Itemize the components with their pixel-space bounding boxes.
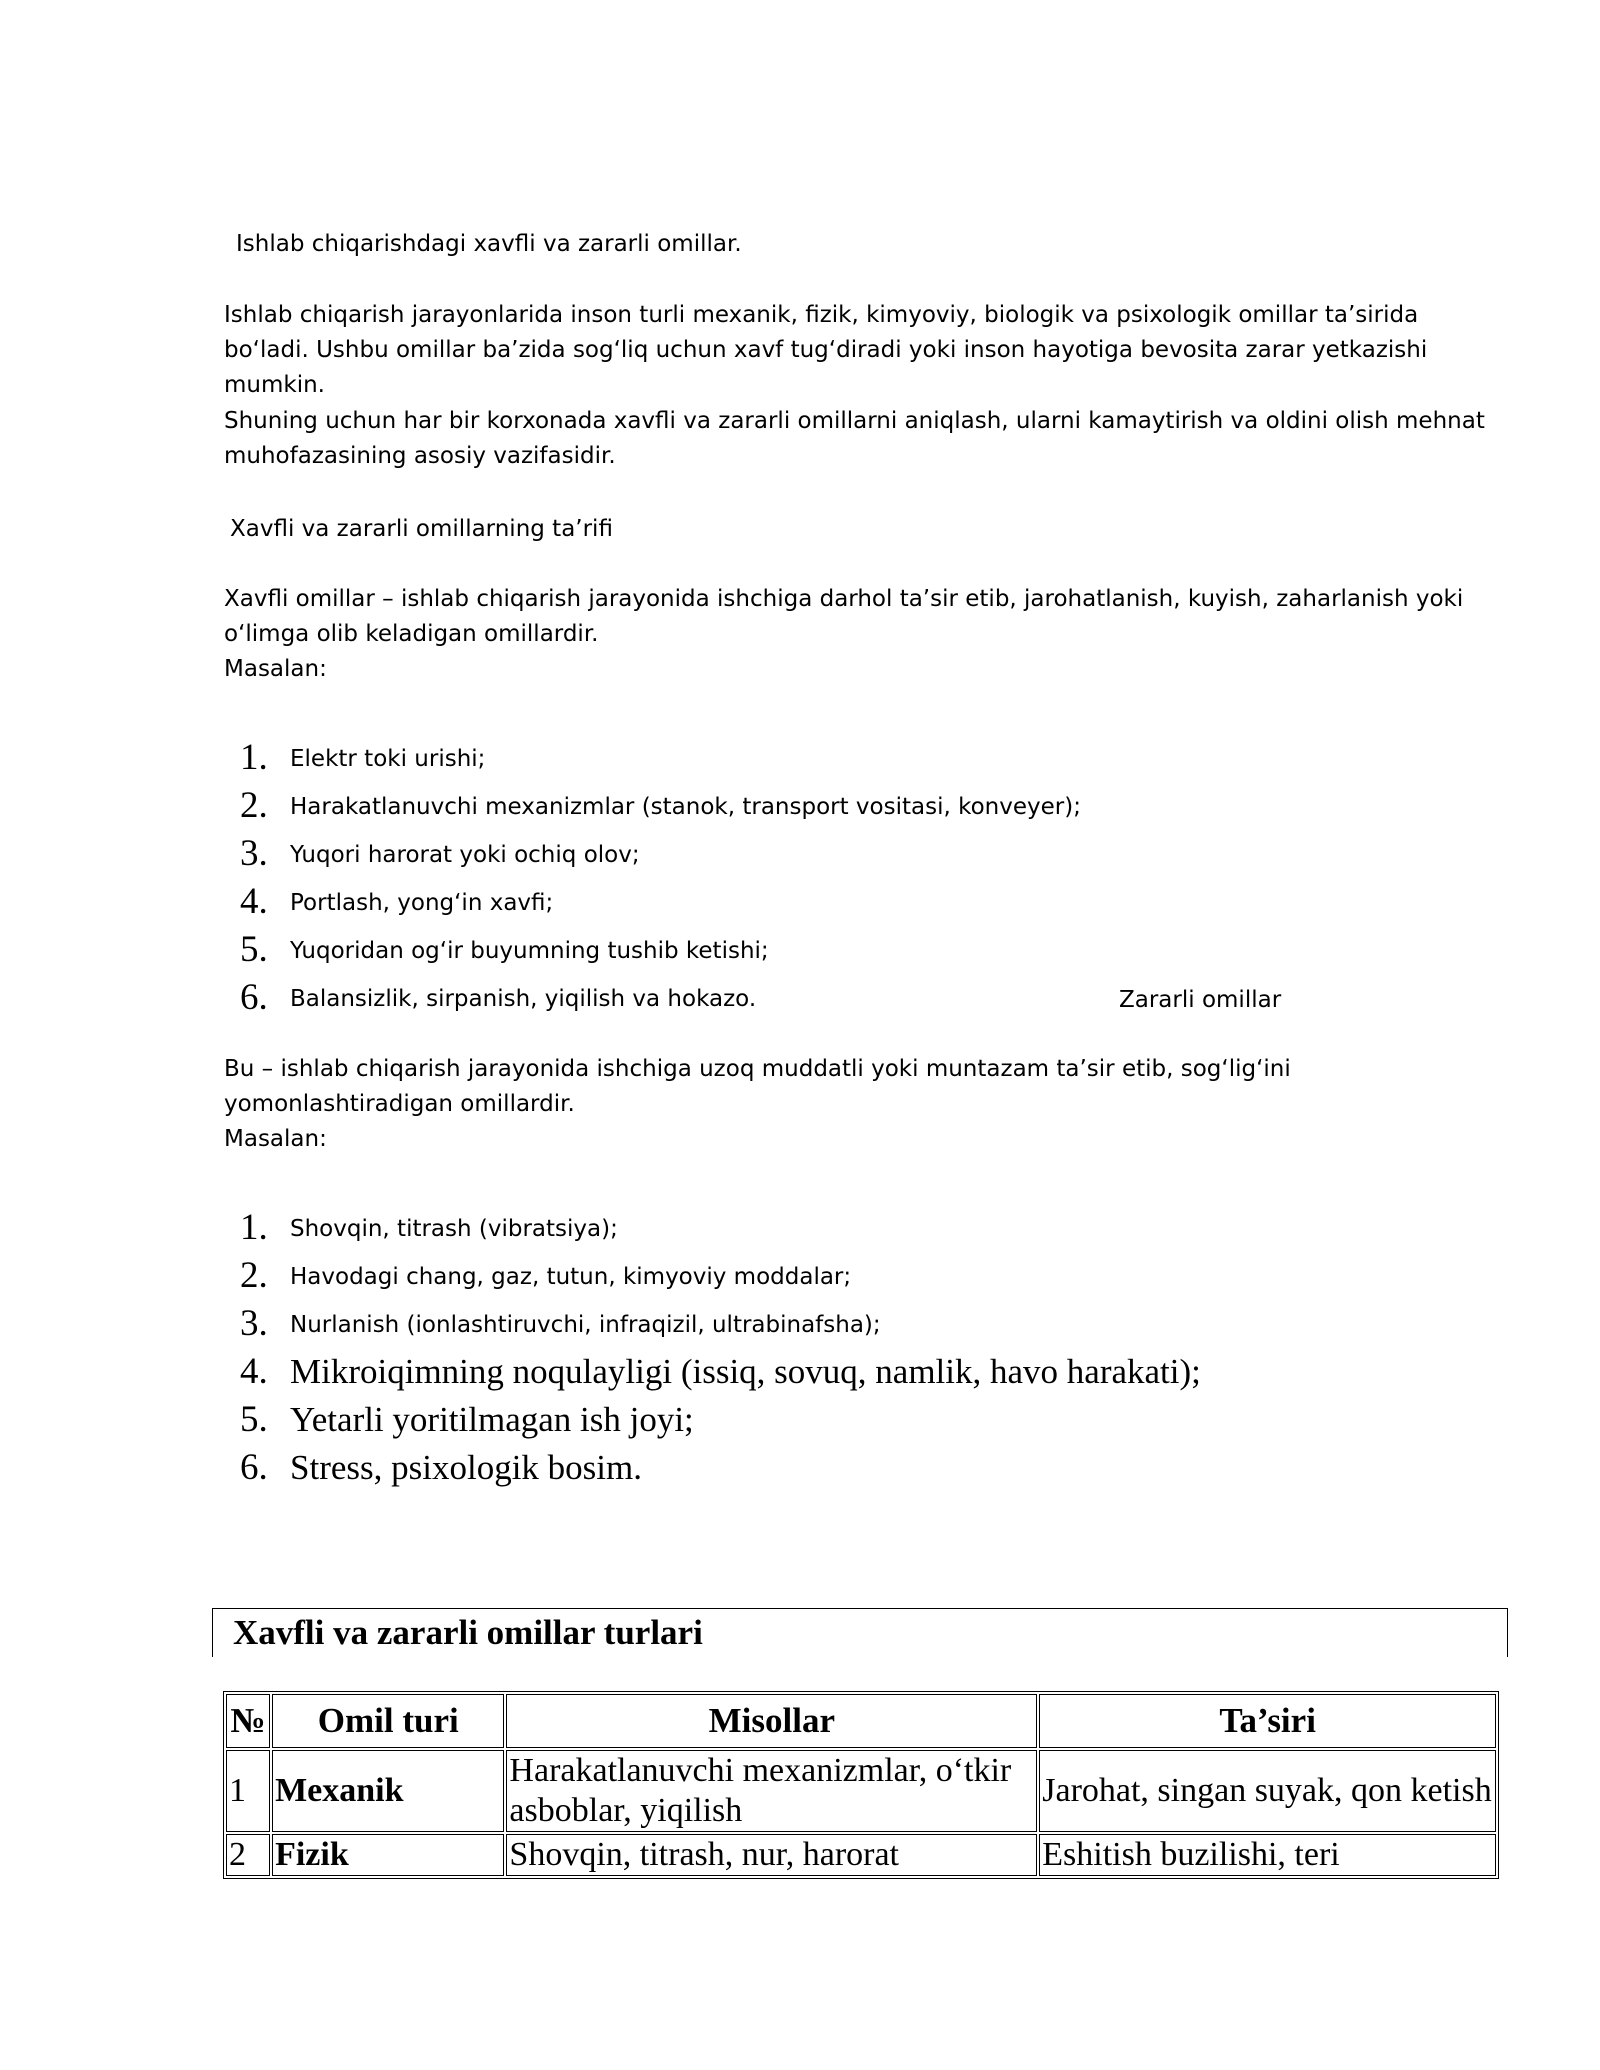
zararli-list (240, 1200, 1201, 1488)
list-number: 4. (240, 881, 268, 922)
xavfli-list (240, 730, 1081, 1018)
list-text: Stress, psixologik bosim. (290, 1448, 642, 1487)
list-text: Balansizlik, sirpanish, yiqilish va hokazo. (290, 986, 757, 1012)
omillar-table (223, 1691, 1499, 1879)
list-text: Yuqori harorat yoki ochiq olov; (290, 842, 640, 868)
header-misollar: Misollar (506, 1694, 1037, 1748)
intro-paragraph-2: Shuning uchun har bir korxonada xavfli va zararli omillarni aniqlash, ularni kamaytirish va oldini olish mehnat muhofazasining asosiy vazifasidir. (224, 408, 1485, 469)
zararli-definition: Bu – ishlab chiqarish jarayonida ishchiga uzoq muddatli yoki muntazam ta’sir etib, sog‘lig‘ini yomonlashtiradigan omillardir. (224, 1056, 1291, 1117)
cell-number: 1 (226, 1750, 270, 1832)
list-number: 2. (240, 1255, 268, 1296)
header-omil-turi: Omil turi (272, 1694, 504, 1748)
table-row (226, 1834, 1496, 1876)
list-text: Yuqoridan og‘ir buyumning tushib ketishi; (290, 938, 769, 964)
list-number: 1. (240, 737, 268, 778)
list-item (240, 778, 1081, 826)
cell-effect: Eshitish buzilishi, teri (1039, 1834, 1496, 1876)
list-number: 6. (240, 977, 268, 1018)
zararli-masalan: Masalan: (224, 1126, 327, 1152)
list-number: 5. (240, 929, 268, 970)
list-item (240, 1344, 1201, 1392)
list-text: Nurlanish (ionlashtiruvchi, infraqizil, ultrabinafsha); (290, 1312, 881, 1338)
list-text: Portlash, yong‘in xavfi; (290, 890, 554, 916)
cell-effect: Jarohat, singan suyak, qon ketish (1039, 1750, 1496, 1832)
list-item (240, 874, 1081, 922)
xavfli-masalan: Masalan: (224, 656, 327, 682)
list-text: Harakatlanuvchi mexanizmlar (stanok, transport vositasi, konveyer); (290, 794, 1081, 820)
cell-number: 2 (226, 1834, 270, 1876)
list-item (240, 1440, 1201, 1488)
xavfli-definition: Xavfli omillar – ishlab chiqarish jarayonida ishchiga darhol ta’sir etib, jarohatlanish, kuyish, zaharlanish yoki o‘limga olib keladigan omillardir. (224, 586, 1464, 647)
list-number: 3. (240, 833, 268, 874)
list-text: Elektr toki urishi; (290, 746, 486, 772)
document-title: Ishlab chiqarishdagi xavfli va zararli omillar. (236, 231, 742, 257)
turlari-title: Xavfli va zararli omillar turlari (233, 1613, 703, 1652)
list-text: Havodagi chang, gaz, tutun, kimyoviy moddalar; (290, 1264, 852, 1290)
list-item (240, 826, 1081, 874)
list-item (240, 970, 1081, 1018)
list-item (240, 922, 1081, 970)
list-number: 4. (240, 1351, 268, 1392)
list-text: Shovqin, titrash (vibratsiya); (290, 1216, 618, 1242)
list-number: 1. (240, 1207, 268, 1248)
list-number: 5. (240, 1399, 268, 1440)
list-item (240, 1248, 1201, 1296)
list-text: Yetarli yoritilmagan ish joyi; (290, 1400, 694, 1439)
table-header-row (226, 1694, 1496, 1748)
zararli-heading: Zararli omillar (1119, 987, 1282, 1013)
header-number: № (226, 1694, 270, 1748)
list-number: 2. (240, 785, 268, 826)
list-number: 3. (240, 1303, 268, 1344)
cell-type: Mexanik (272, 1750, 504, 1832)
list-number: 6. (240, 1447, 268, 1488)
list-item (240, 1296, 1201, 1344)
cell-examples: Shovqin, titrash, nur, harorat (506, 1834, 1037, 1876)
list-item (240, 730, 1081, 778)
cell-type: Fizik (272, 1834, 504, 1876)
list-text: Mikroiqimning noqulayligi (issiq, sovuq, namlik, havo harakati); (290, 1352, 1201, 1391)
section-subtitle: Xavfli va zararli omillarning ta’rifi (230, 516, 613, 542)
list-item (240, 1392, 1201, 1440)
list-item (240, 1200, 1201, 1248)
header-tasiri: Ta’siri (1039, 1694, 1496, 1748)
cell-examples: Harakatlanuvchi mexanizmlar, o‘tkir asboblar, yiqilish (506, 1750, 1037, 1832)
intro-paragraph-1: Ishlab chiqarish jarayonlarida inson turli mexanik, fizik, kimyoviy, biologik va psixologik omillar ta’sirida bo‘ladi. Ushbu omillar ba’zida sog‘liq uchun xavf tug‘diradi yoki inson hayotiga bevosita zarar yetkazishi mumkin. (224, 302, 1428, 398)
turlari-title-box (212, 1608, 1508, 1657)
table-row (226, 1750, 1496, 1832)
